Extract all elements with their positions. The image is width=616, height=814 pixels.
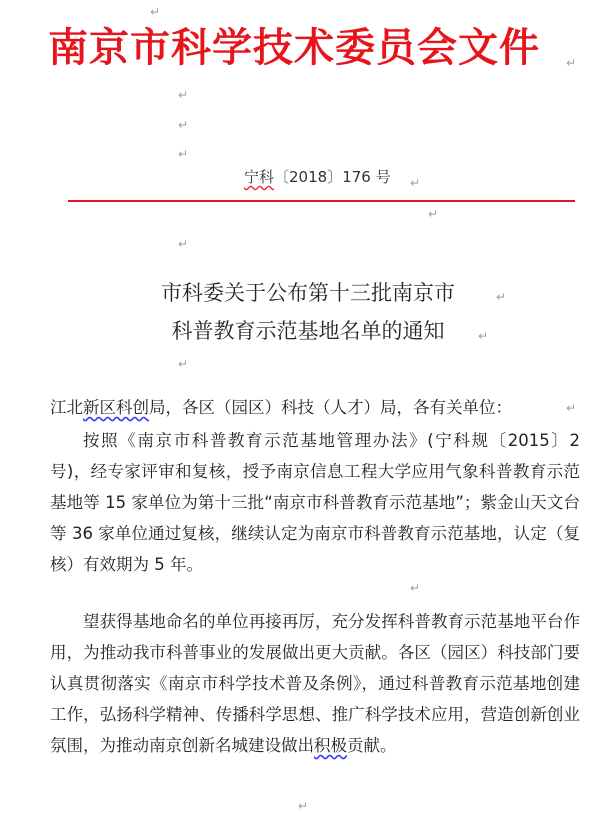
paragraph-mark-icon: ↵	[566, 401, 577, 415]
paragraph-mark-icon: ↵	[178, 357, 189, 371]
paragraph-mark-icon: ↵	[410, 176, 421, 190]
paragraph-mark-icon: ↵	[150, 5, 161, 19]
paragraph-mark-icon: ↵	[178, 118, 189, 132]
body-paragraph-1: 按照《南京市科普教育示范基地管理办法》(宁科规〔2015〕2 号)，经专家评审和复核，授予南京信息工程大学应用气象科普教育示范基地等 15 家单位为第十三批“南京市科普教育示范基地”；紫金山天文台等 36 家单位通过复核，继续认定为南京市科普教育示范基地，认定（复核）有效期为 5 年。	[50, 431, 580, 574]
notice-heading-line-2: 科普教育示范基地名单的通知	[171, 319, 445, 343]
paragraph-mark-icon: ↵	[428, 207, 439, 221]
document-number	[244, 166, 391, 188]
paragraph-mark-icon: ↵	[178, 147, 189, 161]
paragraph-mark-icon: ↵	[178, 237, 189, 251]
paragraph-mark-icon: ↵	[566, 56, 577, 70]
paragraph-2-underlined-text: 积极	[314, 736, 347, 755]
paragraph-mark-icon: ↵	[178, 88, 189, 102]
paragraph-2-text-end: 贡献。	[347, 736, 397, 755]
paragraph-2-text: 望获得基地命名的单位再接再厉，充分发挥科普教育示范基地平台作用，为推动我市科普事业的发展做出更大贡献。各区（园区）科技部门要认真贯彻落实《南京市科学技术普及条例》，通过科普教育示范基地创建工作，弘扬科学精神、传播科学思想、推广科学技术应用，营造创新创业氛围，为推动南京创新名城建设做出	[50, 612, 580, 755]
addressee-part: 局，各区（园区）科技（人才）局，各有关单位：	[149, 398, 512, 417]
document-header-title: 南京市科学技术委员会文件	[48, 24, 540, 71]
addressee-underlined-part: 新区科创	[83, 398, 149, 417]
paragraph-mark-icon: ↵	[478, 329, 489, 343]
header-divider-rule	[68, 200, 575, 202]
paragraph-mark-icon: ↵	[410, 581, 421, 595]
addressee-line	[50, 392, 580, 423]
document-number-rest: 〔2018〕176 号	[274, 168, 391, 186]
notice-heading-line-1: 市科委关于公布第十三批南京市	[161, 281, 455, 305]
paragraph-mark-icon: ↵	[496, 290, 507, 304]
document-number-prefix: 宁科	[244, 168, 275, 186]
addressee-part: 江北	[50, 398, 83, 417]
body-paragraph-2	[50, 606, 580, 761]
paragraph-mark-icon: ↵	[298, 799, 309, 813]
